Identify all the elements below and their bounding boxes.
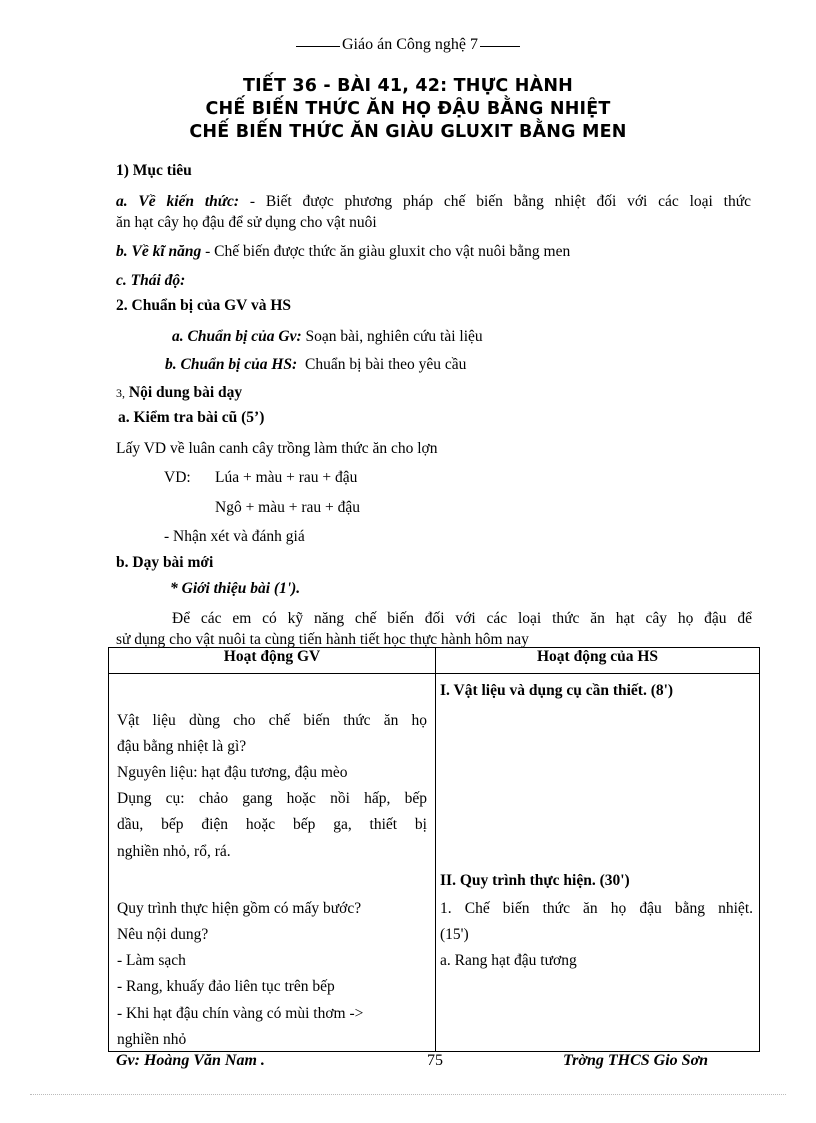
page-number: 75 <box>427 1052 443 1069</box>
gv-line: Quy trình thực hiện gồm có mấy bước? <box>117 900 362 917</box>
prep-student-text: Chuẩn bị bài theo yêu cầu <box>304 356 467 373</box>
gv-line: nghiền nhỏ <box>117 1031 187 1048</box>
hs-line: 1. Chế biến thức ăn họ đậu bằng nhiệt. <box>440 900 753 917</box>
prep-student-label: b. Chuẩn bị của HS: <box>165 356 298 373</box>
prep-teacher-text: Soạn bài, nghiên cứu tài liệu <box>305 328 483 345</box>
prep-student <box>165 356 466 374</box>
table-header-row <box>109 648 760 674</box>
column-header-hs: Hoạt động của HS <box>436 648 760 674</box>
old-lesson-question: Lấy VD về luân canh cây trồng làm thức ăn cho lợn <box>116 440 438 457</box>
gv-line: - Rang, khuấy đảo liên tục trên bếp <box>117 978 335 995</box>
evaluation-note: - Nhận xét và đánh giá <box>164 528 305 545</box>
title-line-2: CHẾ BIẾN THỨC ĂN HỌ ĐẬU BẰNG NHIỆT <box>205 99 611 119</box>
prep-teacher-label: a. Chuẩn bị của Gv: <box>172 328 302 345</box>
objective-knowledge-label: a. Về kiến thức: <box>116 193 240 210</box>
objective-knowledge-text-1: - Biết được phương pháp chế biến bằng nhiệt đối với các loại thức <box>249 193 751 210</box>
old-lesson-check-heading: a. Kiểm tra bài cũ (5’) <box>118 409 265 426</box>
footer-school: Trờng THCS Gio Sơn <box>563 1052 709 1069</box>
gv-line: - Làm sạch <box>117 952 186 969</box>
page-bottom-divider <box>30 1094 786 1095</box>
hs-line: a. Rang hạt đậu tương <box>440 952 577 969</box>
example-label: VD: <box>164 469 191 486</box>
title-line-1: TIẾT 36 - BÀI 41, 42: THỰC HÀNH <box>242 76 574 96</box>
objective-skill <box>116 243 570 261</box>
student-activity-cell <box>436 674 760 1052</box>
teacher-activity-cell <box>109 674 436 1052</box>
section-3-title: Nội dung bài dạy <box>128 384 243 401</box>
objective-skill-label: b. Về kĩ năng <box>116 243 202 260</box>
intro-heading: * Giới thiệu bài (1'). <box>170 580 301 597</box>
gv-line: Nguyên liệu: hạt đậu tương, đậu mèo <box>117 764 348 781</box>
gv-line: Dụng cụ: chảo gang hoặc nồi hấp, bếp <box>117 790 427 807</box>
hs-heading-procedure: II. Quy trình thực hiện. (30') <box>440 872 630 889</box>
intro-paragraph-1: Để các em có kỹ năng chế biến đối với các loại thức ăn hạt cây họ đậu để <box>172 610 752 627</box>
hs-heading-materials: I. Vật liệu và dụng cụ cần thiết. (8') <box>440 682 674 699</box>
activity-table <box>108 647 760 1052</box>
example-2: Ngô + màu + rau + đậu <box>215 499 361 516</box>
section-3-number: 3, <box>116 386 125 400</box>
gv-line: đậu bằng nhiệt là gì? <box>117 738 247 755</box>
objective-skill-text: - Chế biến được thức ăn giàu gluxit cho vật nuôi bằng men <box>205 243 571 260</box>
section-3-heading <box>116 384 242 402</box>
gv-line: Vật liệu dùng cho chế biến thức ăn họ <box>117 712 427 729</box>
intro-paragraph-2: sử dụng cho vật nuôi ta cùng tiến hành tiết học thực hành hôm nay <box>116 631 529 648</box>
title-line-3: CHẾ BIẾN THỨC ĂN GIÀU GLUXIT BẰNG MEN <box>189 122 627 142</box>
section-2-heading: 2. Chuẩn bị của GV và HS <box>116 297 292 314</box>
doc-header-text: Giáo án Công nghệ 7 <box>342 36 478 53</box>
column-header-gv: Hoạt động GV <box>109 648 436 674</box>
footer-teacher: Gv: Hoàng Văn Nam . <box>116 1052 265 1069</box>
objective-knowledge <box>116 193 751 211</box>
section-1-heading: 1) Mục tiêu <box>116 162 192 179</box>
objective-knowledge-text-2: ăn hạt cây họ đậu để sử dụng cho vật nuôi <box>116 214 377 231</box>
gv-line: dầu, bếp điện hoặc bếp ga, thiết bị <box>117 816 427 833</box>
example-1: Lúa + màu + rau + đậu <box>215 469 358 486</box>
new-lesson-heading: b. Dạy bài mới <box>116 554 214 571</box>
doc-header <box>0 36 816 54</box>
prep-teacher <box>172 328 483 346</box>
gv-line: nghiền nhỏ, rổ, rá. <box>117 843 231 860</box>
table-row <box>109 674 760 1052</box>
gv-line: Nêu nội dung? <box>117 926 209 943</box>
objective-attitude-label: c. Thái độ: <box>116 272 186 289</box>
gv-line: - Khi hạt đậu chín vàng có mùi thơm -> <box>117 1005 364 1022</box>
hs-line: (15') <box>440 926 469 943</box>
